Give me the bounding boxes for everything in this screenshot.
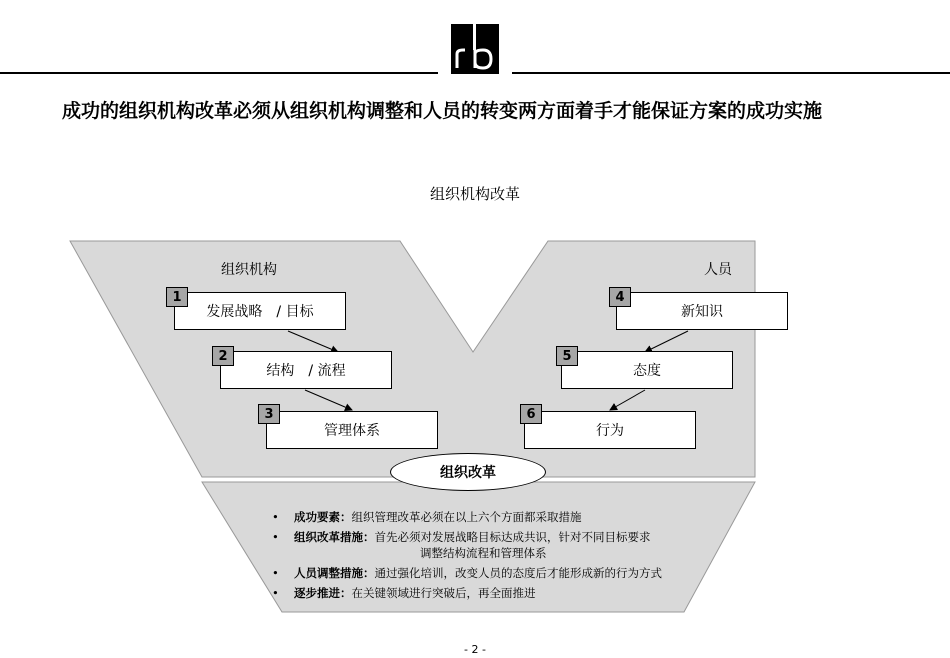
step-label: 态度 [633,363,661,379]
note-continuation: 调整结构流程和管理体系 [420,546,547,560]
step-box-3 [266,411,438,449]
step-number-1: 1 [166,287,188,307]
note-text: 首先必须对发展战略目标达成共识，针对不同目标要求 [374,530,651,544]
note-label: 成功要素 [294,510,340,524]
step-number-2: 2 [212,346,234,366]
step-number-3: 3 [258,404,280,424]
bullet-icon: • [272,586,279,600]
step-box-5 [561,351,733,389]
step-number-5: 5 [556,346,578,366]
step-box-4 [616,292,788,330]
note-item: • 成功要素：组织管理改革必须在以上六个方面都采取措施 [272,507,662,527]
note-item: • 组织改革措施：首先必须对发展战略目标达成共识，针对不同目标要求 调整结构流程和管理体系 [272,527,662,563]
step-label: 管理体系 [324,423,380,439]
step-label: 结构 / 流程 [266,363,346,379]
step-box-2 [220,351,392,389]
step-label: 发展战略 / 目标 [206,304,314,320]
step-box-6 [524,411,696,449]
step-label: 行为 [596,423,624,439]
note-item: • 人员调整措施：通过强化培训，改变人员的态度后才能形成新的行为方式 [272,563,662,583]
note-text: 在关键领域进行突破后，再全面推进 [351,586,536,600]
notes-list [272,507,662,603]
left-group-label: 组织机构 [221,262,277,278]
bullet-icon: • [272,530,279,544]
step-number-6: 6 [520,404,542,424]
page-title: 成功的组织机构改革必须从组织机构调整和人员的转变两方面着手才能保证方案的成功实施 [62,100,823,122]
note-text: 通过强化培训，改变人员的态度后才能形成新的行为方式 [374,566,662,580]
bullet-icon: • [272,566,279,580]
step-box-1 [174,292,346,330]
page-number: - 2 - [464,643,486,656]
note-item: • 逐步推进：在关键领域进行突破后，再全面推进 [272,583,662,603]
note-text: 组织管理改革必须在以上六个方面都采取措施 [351,510,582,524]
bullet-icon: • [272,510,279,524]
step-number-4: 4 [609,287,631,307]
note-label: 组织改革措施 [294,530,363,544]
center-oval: 组织改革 [390,453,546,491]
note-label: 逐步推进 [294,586,340,600]
step-label: 新知识 [681,304,723,320]
note-label: 人员调整措施 [294,566,363,580]
diagram-heading: 组织机构改革 [429,185,520,203]
right-group-label: 人员 [704,262,732,278]
